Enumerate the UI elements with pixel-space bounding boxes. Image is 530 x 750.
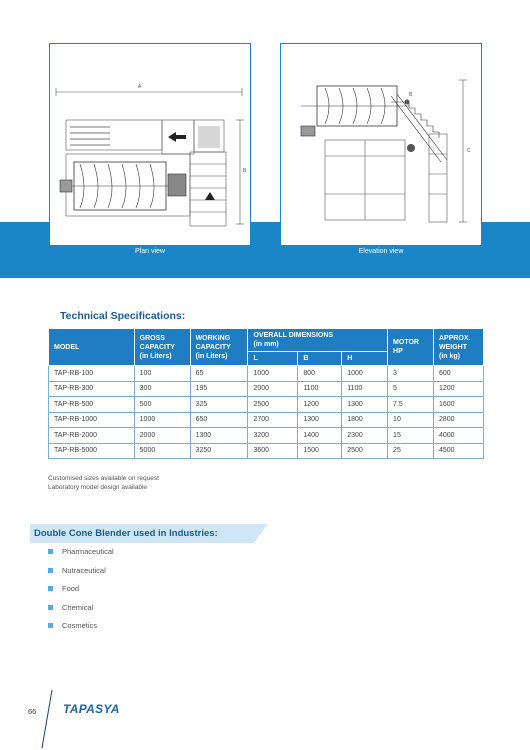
elevation-view-caption: Elevation view	[358, 248, 404, 255]
cell-h: 1300	[342, 397, 388, 413]
cell-model: TAP-RB-2000	[49, 428, 135, 444]
note-laboratory: Laboratory model design available	[48, 484, 148, 491]
cell-motor: 3	[388, 366, 434, 382]
cell-h: 1100	[342, 381, 388, 397]
cell-b: 1100	[298, 381, 342, 397]
header-motor-hp: MOTOR HP	[388, 329, 434, 366]
cell-l: 3600	[248, 443, 298, 459]
cell-weight: 1600	[433, 397, 483, 413]
plan-view-caption: Plan view	[135, 248, 165, 255]
dimension-c-label: C	[467, 148, 471, 154]
cell-model: TAP-RB-5000	[49, 443, 135, 459]
cell-model: TAP-RB-100	[49, 366, 135, 382]
industries-heading: Double Cone Blender used in Industries:	[34, 528, 218, 539]
cell-b: 1400	[298, 428, 342, 444]
cell-b: 1300	[298, 412, 342, 428]
cell-gross: 5000	[134, 443, 190, 459]
cell-weight: 600	[433, 366, 483, 382]
cell-gross: 1000	[134, 412, 190, 428]
cell-gross: 2000	[134, 428, 190, 444]
header-gross-capacity: GROSS CAPACITY (in Liters)	[134, 329, 190, 366]
cell-h: 2300	[342, 428, 388, 444]
cell-gross: 500	[134, 397, 190, 413]
list-item: Cosmetics	[48, 620, 114, 639]
cell-weight: 2800	[433, 412, 483, 428]
cell-b: 1200	[298, 397, 342, 413]
page-number: 66	[28, 707, 37, 716]
cell-l: 1000	[248, 366, 298, 382]
header-h: H	[342, 352, 388, 366]
cell-gross: 100	[134, 366, 190, 382]
cell-weight: 1200	[433, 381, 483, 397]
tapasya-logo: TAPASYA	[63, 702, 120, 716]
dimension-a-label: A	[138, 84, 142, 90]
cell-motor: 25	[388, 443, 434, 459]
header-l: L	[248, 352, 298, 366]
list-item: Chemical	[48, 602, 114, 621]
cell-gross: 300	[134, 381, 190, 397]
header-working-capacity: WORKING CAPACITY (in Liters)	[190, 329, 248, 366]
cell-b: 800	[298, 366, 342, 382]
cell-model: TAP-RB-500	[49, 397, 135, 413]
cell-working: 650	[190, 412, 248, 428]
cell-working: 3250	[190, 443, 248, 459]
cell-h: 2500	[342, 443, 388, 459]
cell-l: 2000	[248, 381, 298, 397]
cell-l: 2700	[248, 412, 298, 428]
cell-l: 2500	[248, 397, 298, 413]
list-item: Nutraceutical	[48, 565, 114, 584]
list-item: Food	[48, 583, 114, 602]
elevation-b-label: B	[409, 92, 413, 98]
cell-working: 1300	[190, 428, 248, 444]
technical-specifications-heading: Technical Specifications:	[60, 310, 186, 322]
cell-b: 1500	[298, 443, 342, 459]
cell-working: 325	[190, 397, 248, 413]
cell-h: 1000	[342, 366, 388, 382]
cell-motor: 7.5	[388, 397, 434, 413]
header-b: B	[298, 352, 342, 366]
header-model: MODEL	[49, 329, 135, 366]
cell-working: 195	[190, 381, 248, 397]
note-customised: Customised sizes available on request	[48, 475, 159, 482]
cell-motor: 5	[388, 381, 434, 397]
cell-model: TAP-RB-300	[49, 381, 135, 397]
list-item: Pharmaceutical	[48, 546, 114, 565]
header-overall-dimensions: OVERALL DIMENSIONS (in mm)	[248, 329, 388, 352]
cell-weight: 4000	[433, 428, 483, 444]
cell-working: 65	[190, 366, 248, 382]
header-approx-weight: APPROX. WEIGHT (in kg)	[433, 329, 483, 366]
cell-weight: 4500	[433, 443, 483, 459]
cell-l: 3200	[248, 428, 298, 444]
dimension-b-label: B	[243, 168, 247, 174]
cell-model: TAP-RB-1000	[49, 412, 135, 428]
cell-motor: 15	[388, 428, 434, 444]
cell-motor: 10	[388, 412, 434, 428]
cell-h: 1800	[342, 412, 388, 428]
